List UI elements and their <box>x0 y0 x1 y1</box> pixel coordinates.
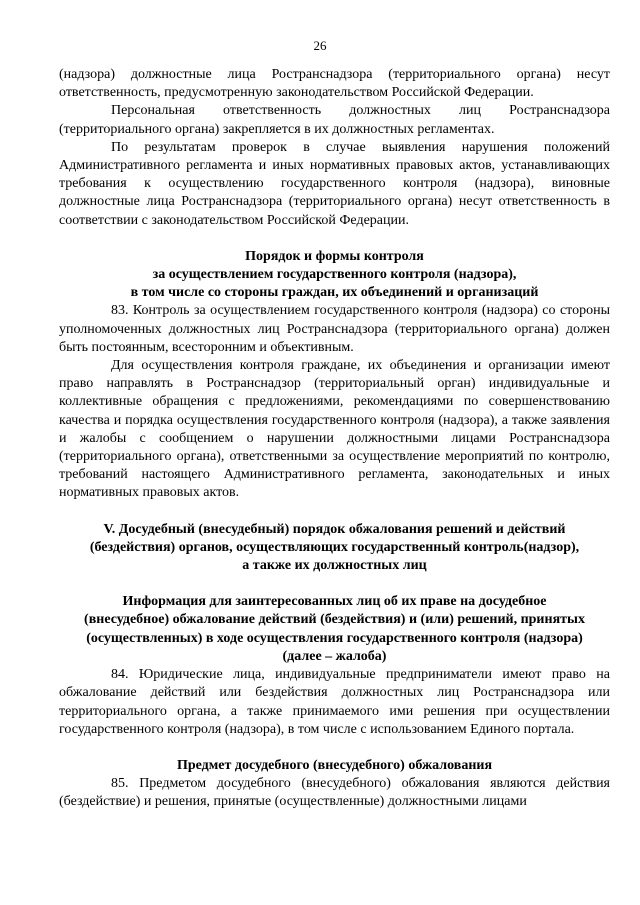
paragraph: По результатам проверок в случае выявления нарушения положений Административного регламента и иных нормативных правовых актов, устанавливающих требования к осуществлению государственного контроля (надзора), виновные должностные лица Ространснадзора (территориального органа) несут ответственность в соответствии с законодательством Российской Федерации. <box>59 139 610 228</box>
section-heading <box>59 248 610 303</box>
heading-line: в том числе со стороны граждан, их объединений и организаций <box>130 285 539 301</box>
paragraph: Для осуществления контроля граждане, их объединения и организации имеют право направлять в Ространснадзор (территориальный орган) индивидуальные и коллективные обращения с предложениями, рекомендациями по совершенствованию качества и порядка осуществления государственного контроля (надзора), а также заявления и жалобы с сообщением о нарушении должностными лицами Ространснадзора (территориального органа), ответственными за осуществление мероприятий по контролю, требований настоящего Административного регламента, законодательных и иных нормативных правовых актов. <box>59 358 610 501</box>
heading-line: (далее – жалоба) <box>282 648 387 664</box>
paragraph: 83. Контроль за осуществлением государственного контроля (надзора) со стороны уполномоченных должностных лиц Ространснадзора (территориального органа) должен быть постоянным, всесторонним и объективным. <box>59 303 610 355</box>
chapter-heading <box>59 521 610 576</box>
heading-line: Информация для заинтересованных лиц об их праве на досудебное <box>122 594 547 610</box>
paragraph: 85. Предметом досудебного (внесудебного) обжалования являются действия (бездействие) и решения, принятые (осуществленные) должностными лицами <box>59 776 610 810</box>
page-number: 26 <box>313 38 327 53</box>
heading-line: V. Досудебный (внесудебный) порядок обжалования решений и действий <box>103 521 566 537</box>
heading-line: Предмет досудебного (внесудебного) обжалования <box>176 757 493 773</box>
heading-line: а также их должностных лиц <box>242 558 427 574</box>
heading-line: (внесудебное) обжалование действий (бездействия) и (или) решений, принятых <box>84 612 585 628</box>
section-heading <box>59 757 610 775</box>
heading-line: (бездействия) органов, осуществляющих государственный контроль(надзор), <box>89 539 580 555</box>
paragraph: 84. Юридические лица, индивидуальные предприниматели имеют право на обжалование действий или бездействия должностных лиц Ространснадзора или территориального органа, а также принимаемого ими решения при осуществлении государственного контроля (надзора), в том числе с использованием Единого портала. <box>59 667 610 737</box>
heading-line: (осуществленных) в ходе осуществления государственного контроля (надзора) <box>86 630 583 646</box>
heading-line: Порядок и формы контроля <box>245 248 424 264</box>
paragraph: Персональная ответственность должностных лиц Ространснадзора (территориального органа) закрепляется в их должностных регламентах. <box>59 103 610 137</box>
heading-line: за осуществлением государственного контроля (надзора), <box>152 267 517 283</box>
section-heading <box>59 593 610 666</box>
paragraph: (надзора) должностные лица Ространснадзора (территориального органа) несут ответственность, предусмотренную законодательством Российской Федерации. <box>59 67 610 101</box>
document-body <box>59 66 610 812</box>
